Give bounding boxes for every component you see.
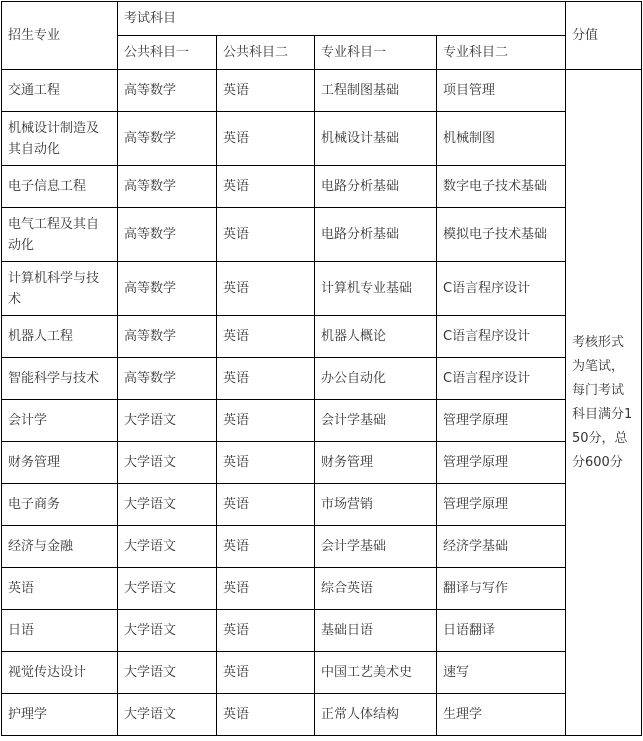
public-subject-1-cell: 大学语文 <box>118 610 217 652</box>
professional-subject-2-cell: 翻译与写作 <box>437 568 566 610</box>
professional-subject-1-cell: 中国工艺美术史 <box>315 652 437 694</box>
professional-subject-2-cell: 模拟电子技术基础 <box>437 208 566 262</box>
professional-subject-1-cell: 会计学基础 <box>315 400 437 442</box>
professional-subject-1-cell: 财务管理 <box>315 442 437 484</box>
professional-subject-2-cell: 速写 <box>437 652 566 694</box>
table-row <box>2 526 642 568</box>
header-row-1 <box>2 2 642 36</box>
professional-subject-2-cell: C语言程序设计 <box>437 358 566 400</box>
public-subject-2-cell: 英语 <box>217 610 315 652</box>
public-subject-2-cell: 英语 <box>217 400 315 442</box>
public-subject-1-cell: 高等数学 <box>118 70 217 112</box>
professional-subject-2-cell: C语言程序设计 <box>437 316 566 358</box>
table-row <box>2 400 642 442</box>
table-row <box>2 484 642 526</box>
major-cell: 英语 <box>2 568 118 610</box>
public-subject-1-cell: 大学语文 <box>118 442 217 484</box>
public-subject-2-cell: 英语 <box>217 70 315 112</box>
major-cell: 电子商务 <box>2 484 118 526</box>
professional-subject-2-cell: C语言程序设计 <box>437 262 566 316</box>
public-subject-1-cell: 大学语文 <box>118 652 217 694</box>
header-score: 分值 <box>566 2 642 70</box>
public-subject-2-cell: 英语 <box>217 208 315 262</box>
professional-subject-2-cell: 管理学原理 <box>437 484 566 526</box>
major-cell: 护理学 <box>2 694 118 736</box>
major-cell: 交通工程 <box>2 70 118 112</box>
public-subject-2-cell: 英语 <box>217 652 315 694</box>
major-cell: 经济与金融 <box>2 526 118 568</box>
professional-subject-2-cell: 管理学原理 <box>437 442 566 484</box>
public-subject-2-cell: 英语 <box>217 484 315 526</box>
table-row <box>2 262 642 316</box>
public-subject-2-cell: 英语 <box>217 316 315 358</box>
table-row <box>2 610 642 652</box>
public-subject-1-cell: 大学语文 <box>118 526 217 568</box>
table-row <box>2 358 642 400</box>
professional-subject-2-cell: 生理学 <box>437 694 566 736</box>
public-subject-1-cell: 高等数学 <box>118 262 217 316</box>
professional-subject-1-cell: 会计学基础 <box>315 526 437 568</box>
exam-subjects-table <box>1 1 642 736</box>
header-major: 招生专业 <box>2 2 118 70</box>
professional-subject-1-cell: 机器人概论 <box>315 316 437 358</box>
table-row <box>2 112 642 166</box>
professional-subject-2-cell: 日语翻译 <box>437 610 566 652</box>
professional-subject-1-cell: 计算机专业基础 <box>315 262 437 316</box>
public-subject-1-cell: 高等数学 <box>118 358 217 400</box>
major-cell: 会计学 <box>2 400 118 442</box>
professional-subject-1-cell: 电路分析基础 <box>315 166 437 208</box>
professional-subject-1-cell: 办公自动化 <box>315 358 437 400</box>
public-subject-1-cell: 高等数学 <box>118 166 217 208</box>
major-cell: 计算机科学与技术 <box>2 262 118 316</box>
table-row <box>2 70 642 112</box>
public-subject-2-cell: 英语 <box>217 358 315 400</box>
header-exam-subjects: 考试科目 <box>118 2 566 36</box>
header-professional-subject-1: 专业科目一 <box>315 36 437 70</box>
score-note: 考核形式为笔试，每门考试科目满分150分，总分600分 <box>566 70 642 736</box>
professional-subject-2-cell: 数字电子技术基础 <box>437 166 566 208</box>
professional-subject-2-cell: 机械制图 <box>437 112 566 166</box>
public-subject-1-cell: 大学语文 <box>118 568 217 610</box>
public-subject-1-cell: 高等数学 <box>118 208 217 262</box>
professional-subject-1-cell: 机械设计基础 <box>315 112 437 166</box>
public-subject-2-cell: 英语 <box>217 526 315 568</box>
public-subject-1-cell: 大学语文 <box>118 484 217 526</box>
public-subject-2-cell: 英语 <box>217 694 315 736</box>
major-cell: 视觉传达设计 <box>2 652 118 694</box>
public-subject-2-cell: 英语 <box>217 568 315 610</box>
public-subject-1-cell: 高等数学 <box>118 316 217 358</box>
table-row <box>2 568 642 610</box>
professional-subject-1-cell: 综合英语 <box>315 568 437 610</box>
table-row <box>2 208 642 262</box>
major-cell: 财务管理 <box>2 442 118 484</box>
major-cell: 电子信息工程 <box>2 166 118 208</box>
professional-subject-2-cell: 项目管理 <box>437 70 566 112</box>
public-subject-2-cell: 英语 <box>217 442 315 484</box>
header-public-subject-1: 公共科目一 <box>118 36 217 70</box>
header-professional-subject-2: 专业科目二 <box>437 36 566 70</box>
public-subject-2-cell: 英语 <box>217 112 315 166</box>
professional-subject-1-cell: 正常人体结构 <box>315 694 437 736</box>
public-subject-2-cell: 英语 <box>217 262 315 316</box>
professional-subject-1-cell: 工程制图基础 <box>315 70 437 112</box>
major-cell: 智能科学与技术 <box>2 358 118 400</box>
table-row <box>2 652 642 694</box>
header-public-subject-2: 公共科目二 <box>217 36 315 70</box>
table-body <box>2 2 642 736</box>
professional-subject-1-cell: 电路分析基础 <box>315 208 437 262</box>
table-row <box>2 694 642 736</box>
major-cell: 日语 <box>2 610 118 652</box>
major-cell: 机器人工程 <box>2 316 118 358</box>
major-cell: 机械设计制造及其自动化 <box>2 112 118 166</box>
professional-subject-1-cell: 市场营销 <box>315 484 437 526</box>
professional-subject-2-cell: 管理学原理 <box>437 400 566 442</box>
public-subject-2-cell: 英语 <box>217 166 315 208</box>
public-subject-1-cell: 大学语文 <box>118 694 217 736</box>
table-row <box>2 166 642 208</box>
public-subject-1-cell: 大学语文 <box>118 400 217 442</box>
major-cell: 电气工程及其自动化 <box>2 208 118 262</box>
table-row <box>2 442 642 484</box>
table-row <box>2 316 642 358</box>
professional-subject-1-cell: 基础日语 <box>315 610 437 652</box>
professional-subject-2-cell: 经济学基础 <box>437 526 566 568</box>
public-subject-1-cell: 高等数学 <box>118 112 217 166</box>
